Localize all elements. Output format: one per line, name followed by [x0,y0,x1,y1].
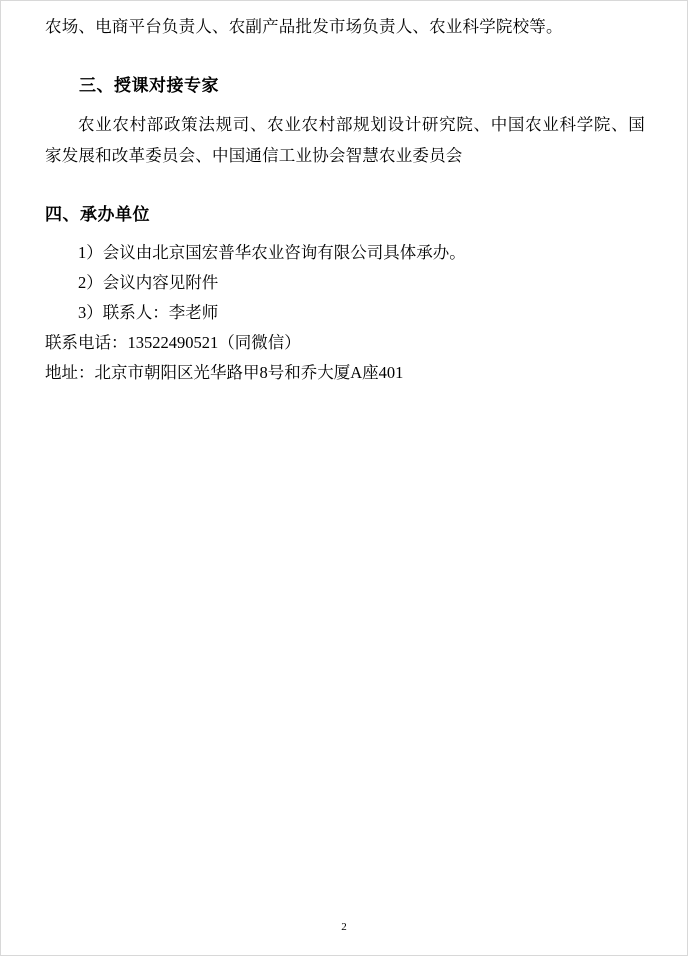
section-heading-four: 四、承办单位 [45,205,150,224]
page-number: 2 [341,921,347,933]
contact-address: 地址：北京市朝阳区光华路甲8号和乔大厦A座401 [45,363,404,382]
section-three-body: 农业农村部政策法规司、农业农村部规划设计研究院、中国农业科学院、国家发展和改革委员会、中国通信工业协会智慧农业委员会 [45,115,645,165]
list-item: 1）会议由北京国宏普华农业咨询有限公司具体承办。 [78,243,466,262]
document-content [45,11,645,388]
top-paragraph: 农场、电商平台负责人、农副产品批发市场负责人、农业科学院校等。 [45,17,563,36]
list-item: 2）会议内容见附件 [78,273,219,292]
spacer [45,171,645,199]
spacer [45,230,645,238]
section-heading-three: 三、授课对接专家 [79,76,219,95]
list-item: 3）联系人：李老师 [78,303,219,322]
spacer [45,101,645,109]
spacer [45,42,645,70]
contact-phone: 联系电话：13522490521（同微信） [45,333,301,352]
